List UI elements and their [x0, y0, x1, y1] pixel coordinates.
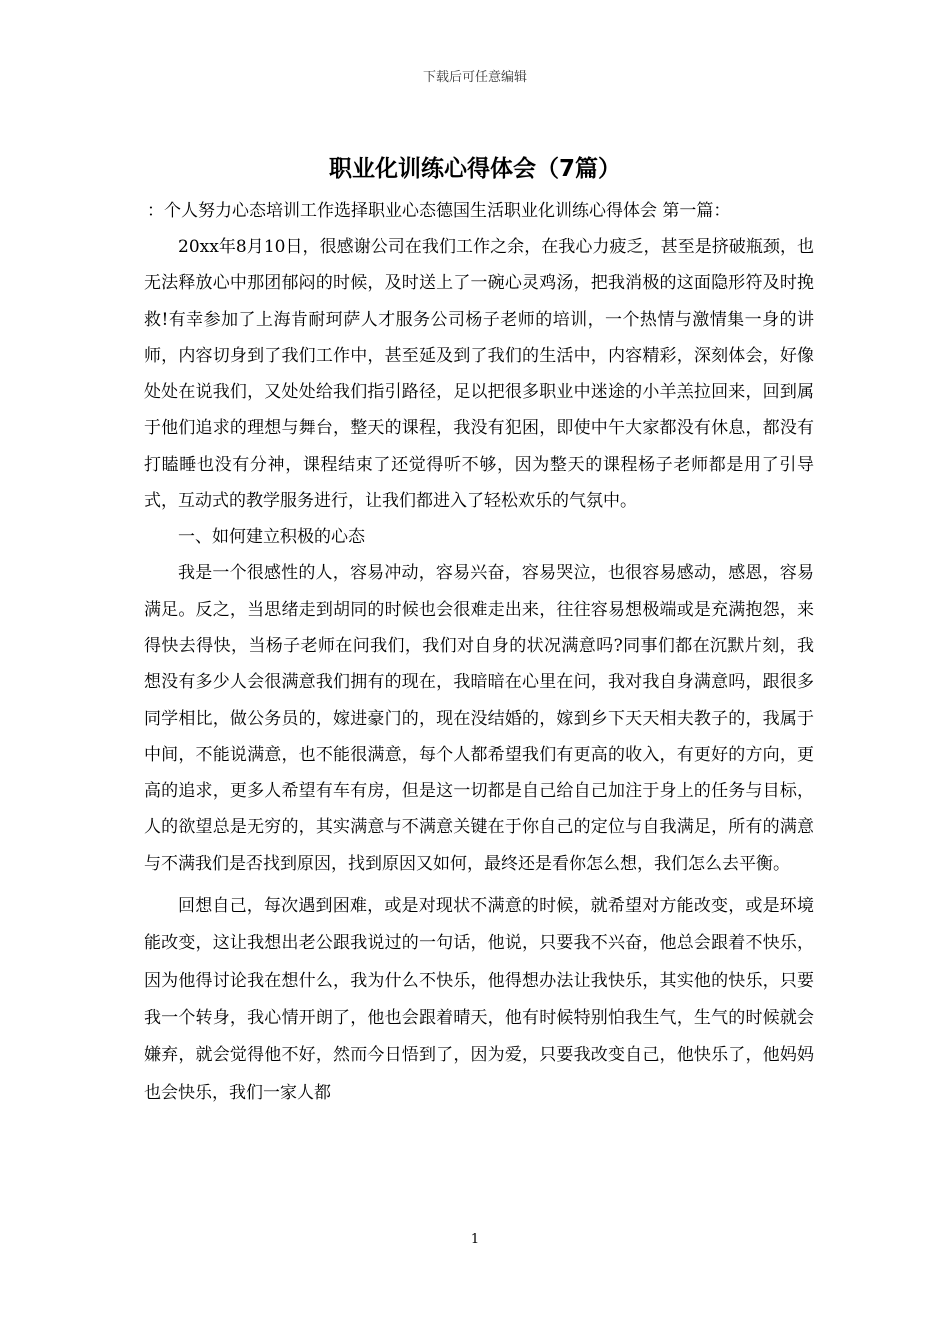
document-title: 职业化训练心得体会（7篇） — [328, 156, 621, 182]
body-paragraph: 我是一个很感性的人，容易冲动，容易兴奋，容易哭泣，也很容易感动，感恩，容易满足。反之，当思绪走到胡同的时候也会很难走出来，往往容易想极端或是充满抱怨，来得快去得快，当杨子老师在问我们，我们对自身的状况满意吗?同事们都在沉默片刻，我想没有多少人会很满意我们拥有的现在，我暗暗在心里在问，我对我自身满意吗，跟很多同学相比，做公务员的，嫁进豪门的，现在没结婚的，嫁到乡下天天相夫教子的，我属于中间，不能说满意，也不能很满意，每个人都希望我们有更高的收入，有更好的方向，更高的追求，更多人希望有车有房，但是这一切都是自己给自己加注于身上的任务与目标，人的欲望总是无穷的，其实满意与不满意关键在于你自己的定位与自我满足，所有的满意与不满我们是否找到原因，找到原因又如何，最终还是看你怎么想，我们怎么去平衡。 — [144, 563, 814, 874]
body-paragraph: 20xx年8月10日，很感谢公司在我们工作之余，在我心力疲乏，甚至是挤破瓶颈，也无法释放心中那团郁闷的时候，及时送上了一碗心灵鸡汤，把我消极的这面隐形符及时挽救!有幸参加了上海肯耐珂萨人才服务公司杨子老师的培训，一个热情与激情集一身的讲师，内容切身到了我们工作中，甚至延及到了我们的生活中，内容精彩，深刻体会，好像处处在说我们，又处处给我们指引路径，足以把很多职业中迷途的小羊羔拉回来，回到属于他们追求的理想与舞台，整天的课程，我没有犯困，即使中午大家都没有休息，都没有打瞌睡也没有分神，课程结束了还觉得听不够，因为整天的课程杨子老师都是用了引导式，互动式的教学服务进行，让我们都进入了轻松欢乐的气氛中。 — [144, 237, 814, 512]
document-body — [144, 196, 814, 1112]
body-paragraph: 回想自己，每次遇到困难，或是对现状不满意的时候，就希望对方能改变，或是环境能改变，这让我想出老公跟我说过的一句话，他说，只要我不兴奋，他总会跟着不快乐，因为他得讨论我在想什么，我为什么不快乐，他得想办法让我快乐，其实他的快乐，只要我一个转身，我心情开朗了，他也会跟着晴天，他有时候特别怕我生气，生气的时候就会嫌弃，就会觉得他不好，然而今日悟到了，因为爱，只要我改变自己，他快乐了，他妈妈也会快乐，我们一家人都 — [144, 896, 814, 1103]
section-heading: 一、如何建立积极的心态 — [178, 527, 365, 548]
page-header-note: 下载后可任意编辑 — [422, 70, 527, 85]
page-number: 1 — [470, 1232, 480, 1247]
document-subtitle: ：个人努力心态培训工作选择职业心态德国生活职业化训练心得体会 第一篇： — [147, 201, 731, 221]
